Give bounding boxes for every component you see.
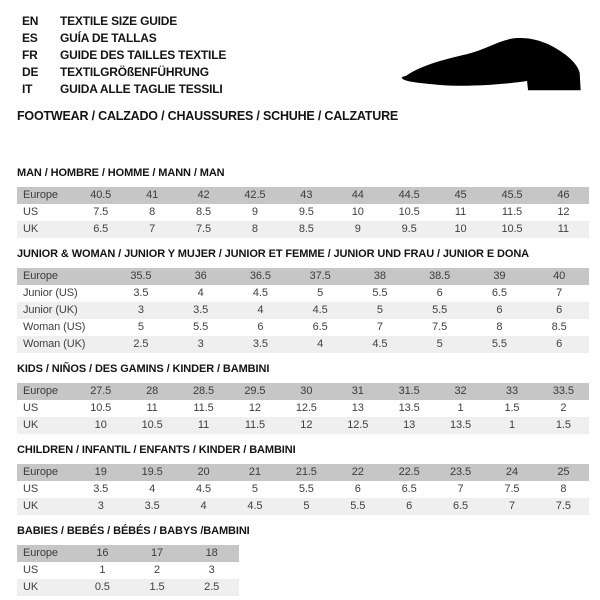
section-title: CHILDREN / INFANTIL / ENFANTS / KINDER / BAMBINI	[17, 444, 296, 456]
size-cell: 38	[373, 270, 386, 282]
row-label: Europe	[23, 466, 58, 478]
size-cell: 12	[248, 402, 261, 414]
language-label: GUIDE DES TAILLES TEXTILE	[60, 47, 227, 62]
size-cell: 5	[303, 500, 310, 512]
size-cell: 7.5	[555, 500, 571, 512]
size-cell: 6.5	[453, 500, 469, 512]
size-guide-section	[17, 167, 589, 238]
size-cell: 7	[376, 321, 383, 333]
section-title: JUNIOR & WOMAN / JUNIOR Y MUJER / JUNIOR ET FEMME / JUNIOR UND FRAU / JUNIOR E DONA	[17, 248, 530, 260]
shoe-icon	[394, 26, 590, 102]
size-cell: 10	[454, 223, 467, 235]
size-cell: 6.5	[491, 287, 507, 299]
row-label: UK	[23, 223, 39, 235]
language-label: TEXTILGRÖßENFÜHRUNG	[60, 64, 209, 79]
size-cell: 36	[194, 270, 207, 282]
size-cell: 28	[146, 385, 159, 397]
size-cell: 10	[94, 419, 107, 431]
size-cell: 7	[556, 287, 563, 299]
size-cell: 43	[300, 189, 313, 201]
size-cell: 33.5	[552, 385, 574, 397]
row-label: Junior (UK)	[23, 304, 78, 316]
size-cell: 1	[457, 402, 464, 414]
size-cell: 1	[508, 419, 515, 431]
size-cell: 3.5	[93, 483, 109, 495]
row-label: US	[23, 402, 39, 414]
table-row	[17, 481, 589, 498]
size-cell: 5	[317, 287, 324, 299]
size-cell: 13	[403, 419, 416, 431]
size-cell: 4	[197, 287, 204, 299]
size-cell: 1.5	[555, 419, 571, 431]
table-row	[17, 498, 589, 515]
size-guide-section	[17, 444, 589, 515]
size-cell: 35.5	[130, 270, 152, 282]
section-title: BABIES / BEBÉS / BÉBÉS / BABYS /BAMBINI	[17, 525, 250, 537]
size-cell: 46	[557, 189, 570, 201]
category-title: FOOTWEAR / CALZADO / CHAUSSURES / SCHUHE / CALZATURE	[17, 109, 399, 123]
table-row	[17, 302, 589, 319]
row-label: UK	[23, 500, 39, 512]
size-cell: 6.5	[312, 321, 328, 333]
size-cell: 7	[508, 500, 515, 512]
language-label: GUIDA ALLE TAGLIE TESSILI	[60, 81, 223, 96]
size-table	[17, 464, 589, 515]
size-table	[17, 545, 239, 596]
table-row	[17, 204, 589, 221]
table-row	[17, 336, 589, 353]
size-table	[17, 383, 589, 434]
size-cell: 31.5	[398, 385, 420, 397]
language-row	[22, 80, 226, 97]
table-row	[17, 562, 239, 579]
size-cell: 5	[376, 304, 383, 316]
size-cell: 10.5	[398, 206, 420, 218]
size-cell: 42.5	[244, 189, 266, 201]
size-cell: 7	[457, 483, 464, 495]
size-cell: 4	[257, 304, 264, 316]
size-cell: 6	[257, 321, 264, 333]
size-cell: 12.5	[347, 419, 369, 431]
size-cell: 11.5	[244, 419, 266, 431]
size-guide-section	[17, 363, 589, 434]
size-cell: 3	[97, 500, 104, 512]
size-cell: 1.5	[149, 581, 165, 593]
table-row	[17, 319, 589, 336]
row-label: Woman (UK)	[23, 338, 86, 350]
size-cell: 10.5	[501, 223, 523, 235]
size-cell: 4.5	[247, 500, 263, 512]
size-cell: 8.5	[551, 321, 567, 333]
size-cell: 44.5	[398, 189, 420, 201]
page-header	[0, 0, 600, 124]
language-list	[22, 12, 226, 97]
size-cell: 7.5	[196, 223, 212, 235]
size-cell: 3	[137, 304, 144, 316]
row-label: Europe	[23, 270, 58, 282]
language-code: IT	[22, 81, 33, 96]
language-code: EN	[22, 13, 39, 28]
size-cell: 6.5	[93, 223, 109, 235]
size-cell: 41	[146, 189, 159, 201]
size-cell: 3.5	[193, 304, 209, 316]
size-cell: 10.5	[90, 402, 112, 414]
section-title: MAN / HOMBRE / HOMME / MANN / MAN	[17, 167, 225, 179]
size-cell: 44	[351, 189, 364, 201]
size-cell: 11	[197, 419, 210, 431]
row-label: Europe	[23, 385, 58, 397]
size-cell: 23.5	[450, 466, 472, 478]
row-label: US	[23, 483, 39, 495]
table-row	[17, 579, 239, 596]
size-cell: 8	[560, 483, 567, 495]
language-row	[22, 29, 226, 46]
size-cell: 33	[505, 385, 518, 397]
size-cell: 5	[436, 338, 443, 350]
size-cell: 7.5	[504, 483, 520, 495]
size-cell: 2	[153, 564, 161, 576]
size-cell: 16	[96, 547, 109, 559]
size-cell: 40.5	[90, 189, 112, 201]
size-cell: 8.5	[196, 206, 212, 218]
size-cell: 3	[197, 338, 204, 350]
size-cell: 17	[150, 547, 164, 559]
size-cell: 4.5	[372, 338, 388, 350]
size-cell: 2.5	[204, 581, 220, 593]
size-cell: 29.5	[244, 385, 266, 397]
row-label: US	[23, 564, 39, 576]
size-cell: 12	[300, 419, 313, 431]
size-cell: 11	[146, 402, 158, 414]
size-cell: 24	[505, 466, 518, 478]
size-cell: 1	[99, 564, 106, 576]
size-cell: 13.5	[450, 419, 472, 431]
size-cell: 8.5	[298, 223, 314, 235]
size-cell: 45	[454, 189, 467, 201]
size-cell: 8	[251, 223, 258, 235]
row-label: Europe	[23, 547, 58, 559]
size-cell: 4	[149, 483, 156, 495]
size-cell: 9	[354, 223, 361, 235]
size-cell: 6.5	[401, 483, 417, 495]
size-cell: 21	[248, 466, 261, 478]
size-cell: 4.5	[312, 304, 328, 316]
size-cell: 10	[351, 206, 364, 218]
size-cell: 6	[406, 500, 413, 512]
size-cell: 9.5	[298, 206, 314, 218]
size-cell: 3.5	[252, 338, 268, 350]
size-table	[17, 187, 589, 238]
size-cell: 19	[94, 466, 107, 478]
size-cell: 25	[557, 466, 570, 478]
size-cell: 3.5	[133, 287, 149, 299]
language-code: DE	[22, 64, 39, 79]
size-cell: 7	[149, 223, 156, 235]
size-cell: 42	[197, 189, 210, 201]
size-cell: 5	[137, 321, 144, 333]
table-row	[17, 464, 589, 481]
table-row	[17, 268, 589, 285]
size-cell: 19.5	[141, 466, 163, 478]
size-cell: 1.5	[504, 402, 520, 414]
table-row	[17, 187, 589, 204]
size-cell: 28.5	[193, 385, 215, 397]
table-row	[17, 383, 589, 400]
language-row	[22, 46, 226, 63]
size-cell: 7.5	[432, 321, 448, 333]
row-label: Europe	[23, 189, 58, 201]
row-label: US	[23, 206, 39, 218]
size-guide-section	[17, 248, 589, 353]
size-cell: 27.5	[90, 385, 112, 397]
row-label: Woman (US)	[23, 321, 86, 333]
size-table	[17, 268, 589, 353]
language-label: GUÍA DE TALLAS	[60, 30, 157, 45]
table-row	[17, 417, 589, 434]
size-cell: 5.5	[432, 304, 448, 316]
size-cell: 5.5	[491, 338, 507, 350]
size-cell: 11	[557, 223, 569, 235]
size-cell: 6	[436, 287, 443, 299]
size-cell: 5.5	[298, 483, 314, 495]
size-cell: 11.5	[501, 206, 523, 218]
size-cell: 22.5	[398, 466, 420, 478]
size-cell: 4.5	[252, 287, 268, 299]
row-label: UK	[23, 581, 39, 593]
size-cell: 12.5	[295, 402, 317, 414]
size-cell: 7.5	[93, 206, 109, 218]
size-cell: 10.5	[141, 419, 163, 431]
size-guide-section	[17, 525, 589, 596]
size-cell: 5	[251, 483, 258, 495]
size-cell: 39	[493, 270, 506, 282]
size-cell: 4.5	[196, 483, 212, 495]
size-cell: 8	[496, 321, 503, 333]
size-cell: 40	[553, 270, 566, 282]
section-title: KIDS / NIÑOS / DES GAMINS / KINDER / BAMBINI	[17, 363, 270, 375]
size-cell: 3.5	[144, 500, 160, 512]
size-cell: 4	[200, 500, 207, 512]
size-cell: 20	[197, 466, 210, 478]
row-label: UK	[23, 419, 39, 431]
size-cell: 11	[454, 206, 467, 218]
size-cell: 36.5	[249, 270, 271, 282]
size-cell: 6	[556, 304, 563, 316]
size-guide-sections	[17, 167, 589, 596]
language-label: TEXTILE SIZE GUIDE	[60, 13, 178, 28]
table-row	[17, 400, 589, 417]
size-cell: 4	[317, 338, 324, 350]
size-cell: 3	[208, 564, 215, 576]
size-cell: 6	[496, 304, 503, 316]
size-cell: 45.5	[501, 189, 523, 201]
size-cell: 18	[205, 547, 218, 559]
size-cell: 0.5	[94, 581, 110, 593]
table-row	[17, 545, 239, 562]
size-cell: 5.5	[193, 321, 209, 333]
language-row	[22, 63, 226, 80]
language-code: ES	[22, 30, 38, 45]
size-cell: 13.5	[398, 402, 420, 414]
size-cell: 37.5	[309, 270, 331, 282]
row-label: Junior (US)	[23, 287, 78, 299]
table-row	[17, 285, 589, 302]
size-cell: 11.5	[193, 402, 214, 414]
size-cell: 8	[149, 206, 156, 218]
size-cell: 22	[351, 466, 364, 478]
size-cell: 2.5	[133, 338, 149, 350]
size-cell: 5.5	[350, 500, 366, 512]
size-cell: 31	[351, 385, 364, 397]
size-cell: 6	[556, 338, 563, 350]
size-cell: 30	[300, 385, 313, 397]
language-row	[22, 12, 226, 29]
size-cell: 13	[351, 402, 364, 414]
table-row	[17, 221, 589, 238]
size-cell: 9	[251, 206, 258, 218]
language-code: FR	[22, 47, 38, 62]
size-cell: 32	[454, 385, 467, 397]
size-cell: 12	[557, 206, 570, 218]
size-cell: 9.5	[401, 223, 417, 235]
size-cell: 38.5	[429, 270, 451, 282]
size-cell: 2	[560, 402, 567, 414]
size-cell: 6	[354, 483, 361, 495]
size-cell: 21.5	[295, 466, 317, 478]
size-cell: 5.5	[372, 287, 388, 299]
